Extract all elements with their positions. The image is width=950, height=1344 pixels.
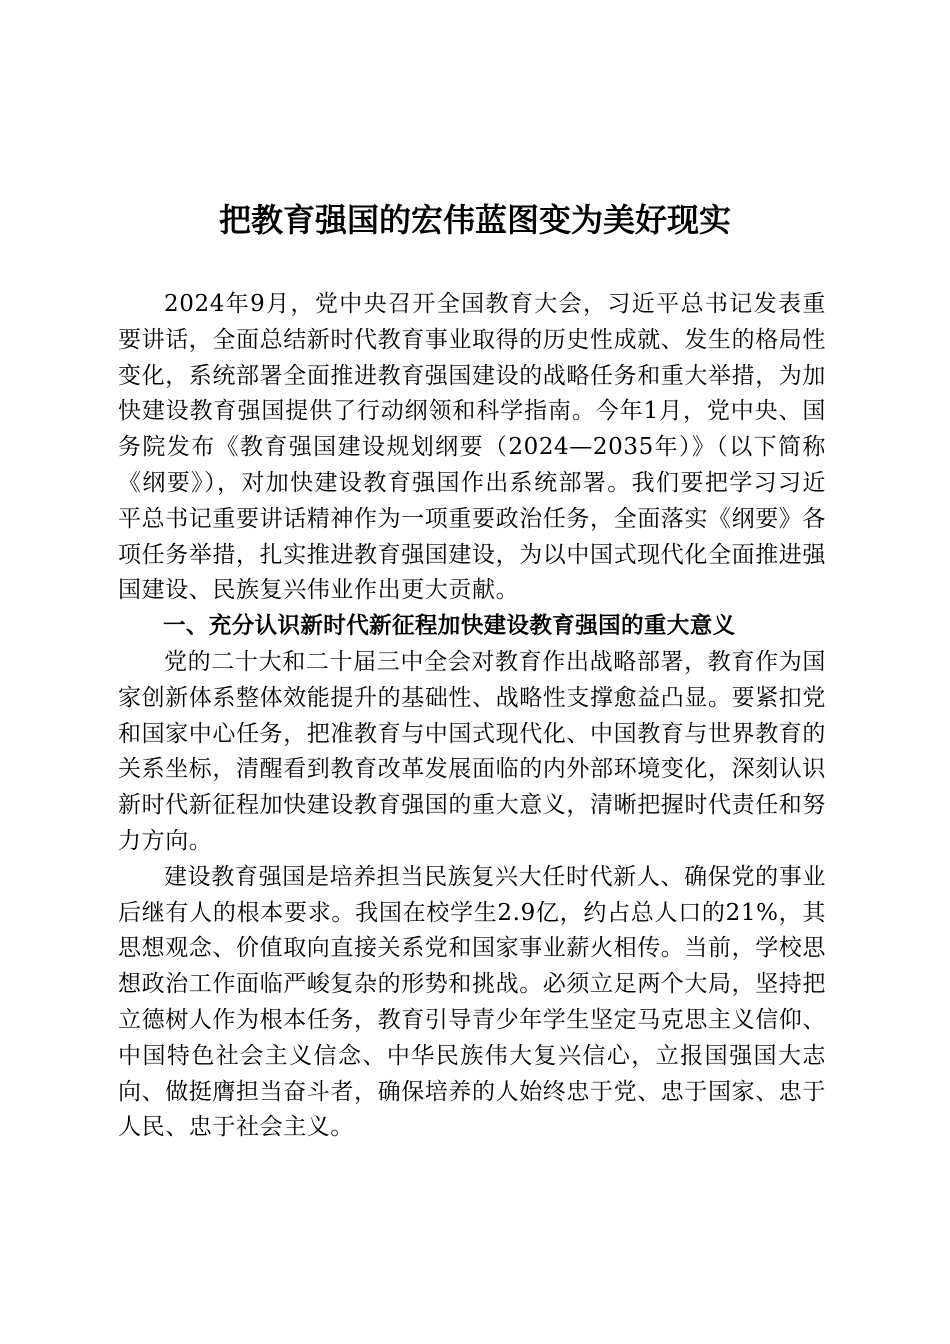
document-title: 把教育强国的宏伟蓝图变为美好现实: [218, 201, 731, 239]
section-heading: 一、充分认识新时代新征程加快建设教育强国的重大意义: [163, 613, 736, 640]
section-paragraph: 建设教育强国是培养担当民族复兴大任时代新人、确保党的事业后继有人的根本要求。我国在校学生2.9亿，约占总人口的21%，其思想观念、价值取向直接关系党和国家事业薪火相传。当前，学校思想政治工作面临严峻复杂的形势和挑战。必须立足两个大局，坚持把立德树人作为根本任务，教育引导青少年学生坚定马克思主义信仰、中国特色社会主义信念、中华民族伟大复兴信心，立报国强国大志向、做挺膺担当奋斗者，确保培养的人始终忠于党、忠于国家、忠于人民、忠于社会主义。: [118, 863, 826, 1141]
section-paragraph: 党的二十大和二十届三中全会对教育作出战略部署，教育作为国家创新体系整体效能提升的基础性、战略性支撑愈益凸显。要紧扣党和国家中心任务，把准教育与中国式现代化、中国教育与世界教育的关系坐标，清醒看到教育改革发展面临的内外部环境变化，深刻认识新时代新征程加快建设教育强国的重大意义，清晰把握时代责任和努力方向。: [118, 648, 826, 854]
intro-paragraph: 2024年9月，党中央召开全国教育大会，习近平总书记发表重要讲话，全面总结新时代教育事业取得的历史性成就、发生的格局性变化，系统部署全面推进教育强国建设的战略任务和重大举措，为加快建设教育强国提供了行动纲领和科学指南。今年1月，党中央、国务院发布《教育强国建设规划纲要（2024—2035年）》（以下简称《纲要》），对加快建设教育强国作出系统部署。我们要把学习习近平总书记重要讲话精神作为一项重要政治任务，全面落实《纲要》各项任务举措，扎实推进教育强国建设，为以中国式现代化全面推进强国建设、民族复兴伟业作出更大贡献。: [118, 291, 826, 604]
document-body: [118, 287, 826, 1146]
